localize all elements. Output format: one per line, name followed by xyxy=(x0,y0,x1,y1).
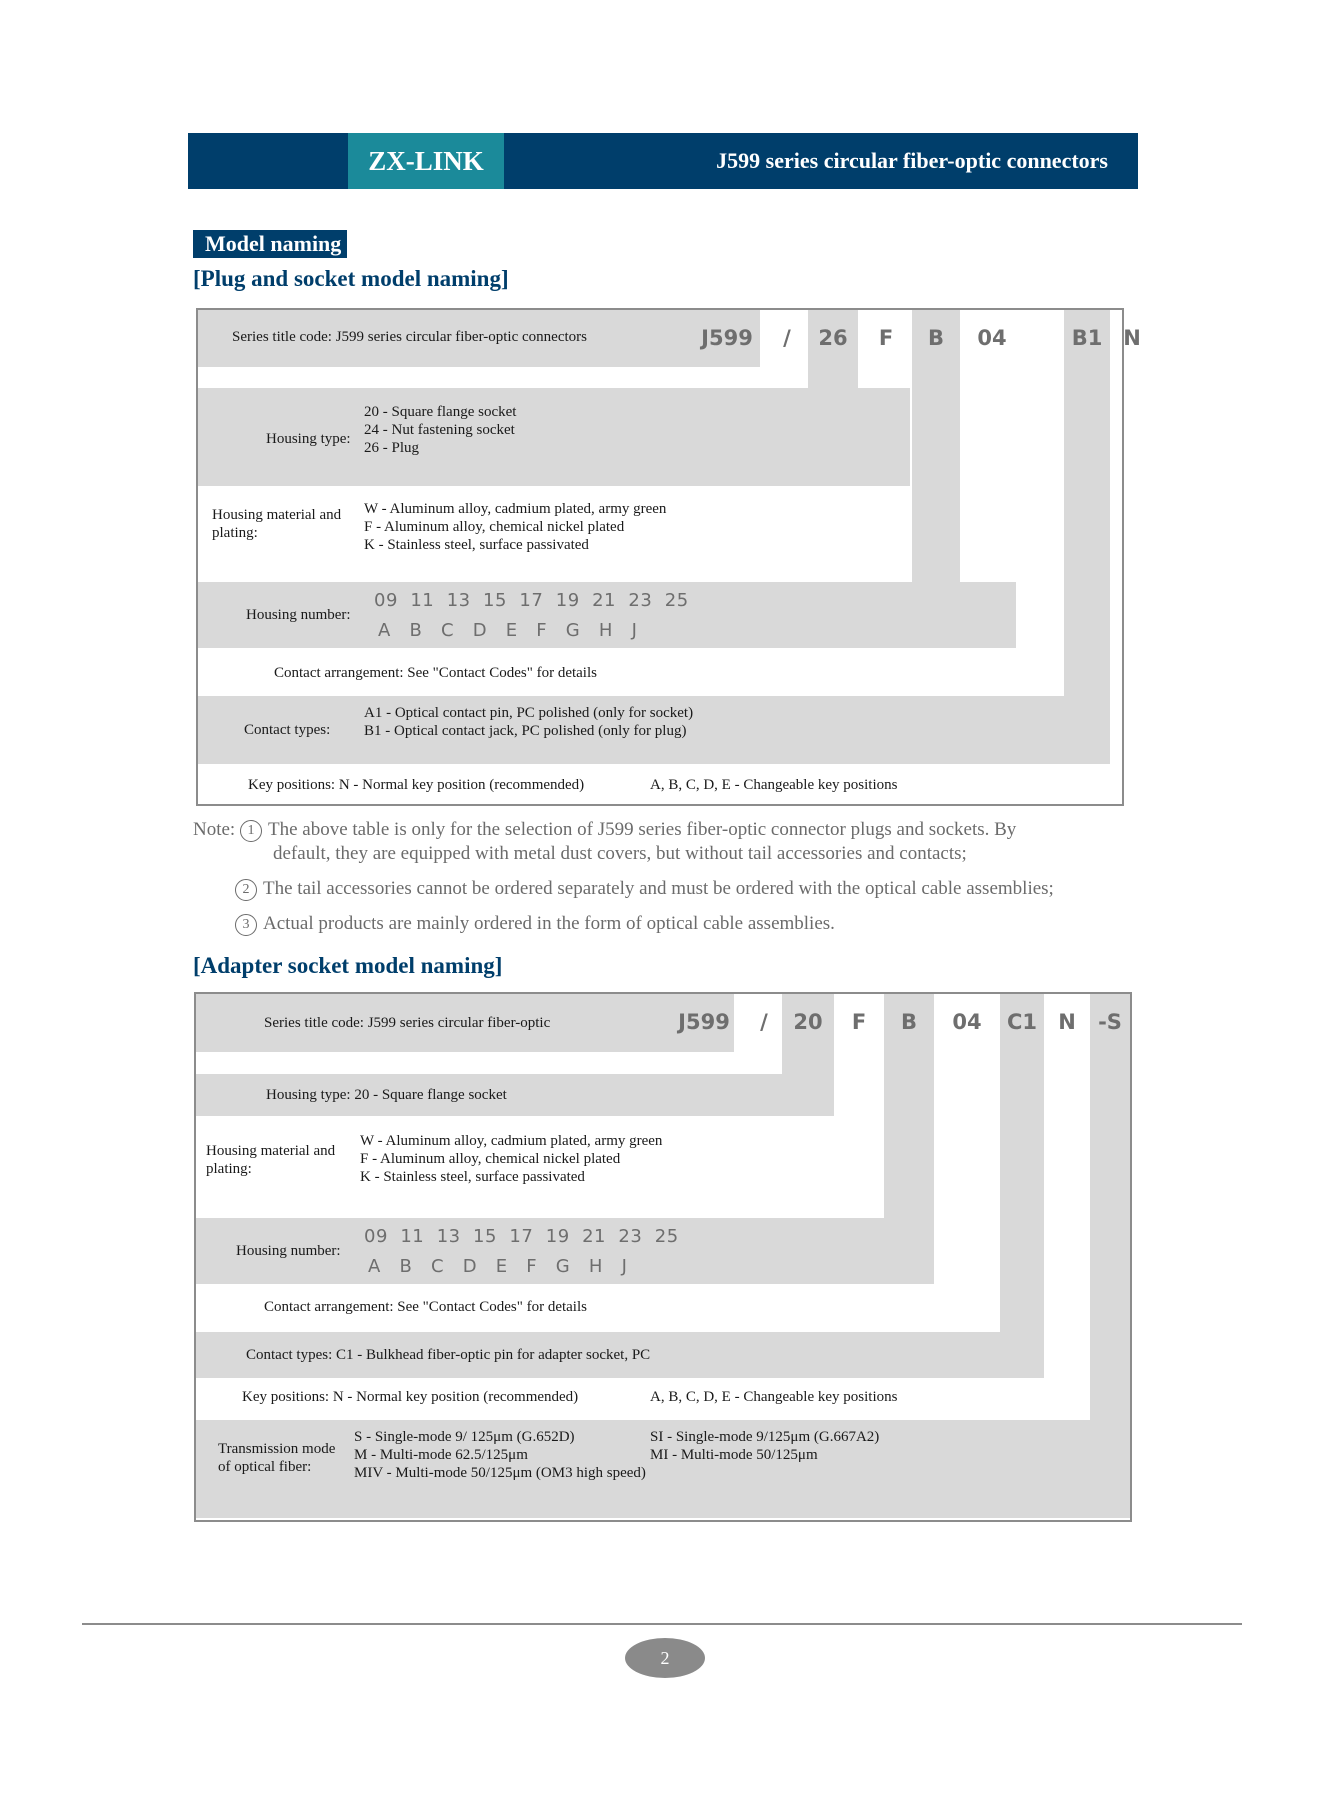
contact-types-label: Contact types: xyxy=(244,722,331,738)
housing-type-label: Housing type: xyxy=(266,431,351,447)
adapter-code-j599: J599 xyxy=(678,1010,730,1034)
contact-types-list: A1 - Optical contact pin, PC polished (only for socket) B1 - Optical contact jack, PC polished (only for plug) xyxy=(364,705,694,739)
circled-number-2: 2 xyxy=(235,879,257,901)
notes: Note: 1 The above table is only for the selection of J599 series fiber-optic connector plugs and sockets. By default, they are equipped with metal dust covers, but without tail accessories and contacts; 2 The tail accessories cannot be ordered separately and must be ordered with the optical cable assemblies; 3 Actual products are mainly ordered in the form of optical cable assemblies. xyxy=(193,818,1243,936)
adapter-code-contact-type: C1 xyxy=(1006,1010,1038,1034)
code-slash: / xyxy=(783,326,791,350)
plug-socket-table xyxy=(196,308,1141,806)
housing-number-label: Housing number: xyxy=(246,607,351,623)
adapter-table xyxy=(194,992,1132,1522)
circled-number-1: 1 xyxy=(240,820,262,842)
transmission-right-list: SI - Single-mode 9/125μm (G.667A2) MI - Multi-mode 50/125μm xyxy=(650,1429,880,1463)
adapter-series-title-label: Series title code: J599 series circular fiber-optic xyxy=(264,1015,551,1031)
document-title: J599 series circular fiber-optic connectors xyxy=(716,148,1108,173)
circled-number-3: 3 xyxy=(235,914,257,936)
code-j599: J599 xyxy=(701,326,753,350)
adapter-contact-arrangement-label: Contact arrangement: See "Contact Codes" for details xyxy=(264,1299,587,1315)
adapter-housing-number-label: Housing number: xyxy=(236,1243,341,1259)
adapter-heading: [Adapter socket model naming] xyxy=(193,953,503,978)
brand-logo: ZX-LINK xyxy=(348,133,504,189)
adapter-housing-number-letters: A B C D E F G H J xyxy=(368,1256,628,1277)
material-label: Housing material and plating: xyxy=(212,507,342,541)
code-contact-type: B1 xyxy=(1071,326,1103,350)
adapter-code-housing-number: B xyxy=(900,1010,917,1034)
adapter-code-slash: / xyxy=(760,1010,768,1034)
series-title-label: Series title code: J599 series circular fiber-optic connectors xyxy=(232,329,587,345)
section-label: Model naming xyxy=(193,230,347,258)
contact-arrangement-label: Contact arrangement: See "Contact Codes" for details xyxy=(274,665,597,681)
note-2: 2 The tail accessories cannot be ordered separately and must be ordered with the optical cable assemblies; xyxy=(193,877,1243,901)
key-positions-label: Key positions: N - Normal key position (recommended) xyxy=(248,777,585,793)
adapter-housing-type-label: Housing type: 20 - Square flange socket xyxy=(266,1087,507,1103)
plug-socket-heading: [Plug and socket model naming] xyxy=(193,266,509,291)
adapter-contact-types-label: Contact types: C1 - Bulkhead fiber-optic pin for adapter socket, PC xyxy=(246,1347,651,1363)
material-list: W - Aluminum alloy, cadmium plated, army green F - Aluminum alloy, chemical nickel plated K - Stainless steel, surface passivated xyxy=(364,501,667,553)
code-housing-type: 26 xyxy=(818,326,848,350)
housing-number-letters: A B C D E F G H J xyxy=(378,620,638,641)
adapter-housing-number-values: 09 11 13 15 17 19 21 23 25 xyxy=(364,1226,679,1247)
adapter-material-label: Housing material and plating: xyxy=(206,1143,336,1177)
housing-number-values: 09 11 13 15 17 19 21 23 25 xyxy=(374,590,689,611)
key-changeable-label: A, B, C, D, E - Changeable key positions xyxy=(650,777,898,793)
adapter-code-column-20 xyxy=(782,994,834,1074)
code-arrangement: 04 xyxy=(977,326,1007,350)
adapter-code-material: F xyxy=(851,1010,867,1034)
footer-divider xyxy=(82,1623,1242,1625)
code-column-b1 xyxy=(1064,310,1110,696)
header-bar xyxy=(188,133,1138,189)
adapter-key-positions-label: Key positions: N - Normal key position (recommended) xyxy=(242,1389,579,1405)
code-key: N xyxy=(1123,326,1141,350)
note-1: Note: 1 The above table is only for the selection of J599 series fiber-optic connector plugs and sockets. By xyxy=(193,819,1017,840)
code-housing-number: B xyxy=(927,326,944,350)
note-3: 3 Actual products are mainly ordered in the form of optical cable assemblies. xyxy=(193,912,1243,936)
adapter-code-housing-type: 20 xyxy=(793,1010,823,1034)
code-column-b xyxy=(912,310,960,582)
transmission-left-list: S - Single-mode 9/ 125μm (G.652D) M - Multi-mode 62.5/125μm MIV - Multi-mode 50/125μm (OM3 high speed) xyxy=(354,1429,646,1481)
code-material: F xyxy=(878,326,894,350)
housing-type-list: 20 - Square flange socket 24 - Nut fastening socket 26 - Plug xyxy=(364,404,517,456)
page-number: 2 xyxy=(625,1638,705,1678)
adapter-material-list: W - Aluminum alloy, cadmium plated, army green F - Aluminum alloy, chemical nickel plated K - Stainless steel, surface passivated xyxy=(360,1133,663,1185)
adapter-code-fiber: -S xyxy=(1098,1010,1122,1034)
adapter-code-column-c1 xyxy=(1000,994,1044,1332)
adapter-key-changeable-label: A, B, C, D, E - Changeable key positions xyxy=(650,1389,898,1405)
transmission-label: Transmission mode of optical fiber: xyxy=(218,1441,336,1475)
adapter-code-key: N xyxy=(1058,1010,1076,1034)
adapter-code-arrangement: 04 xyxy=(952,1010,982,1034)
